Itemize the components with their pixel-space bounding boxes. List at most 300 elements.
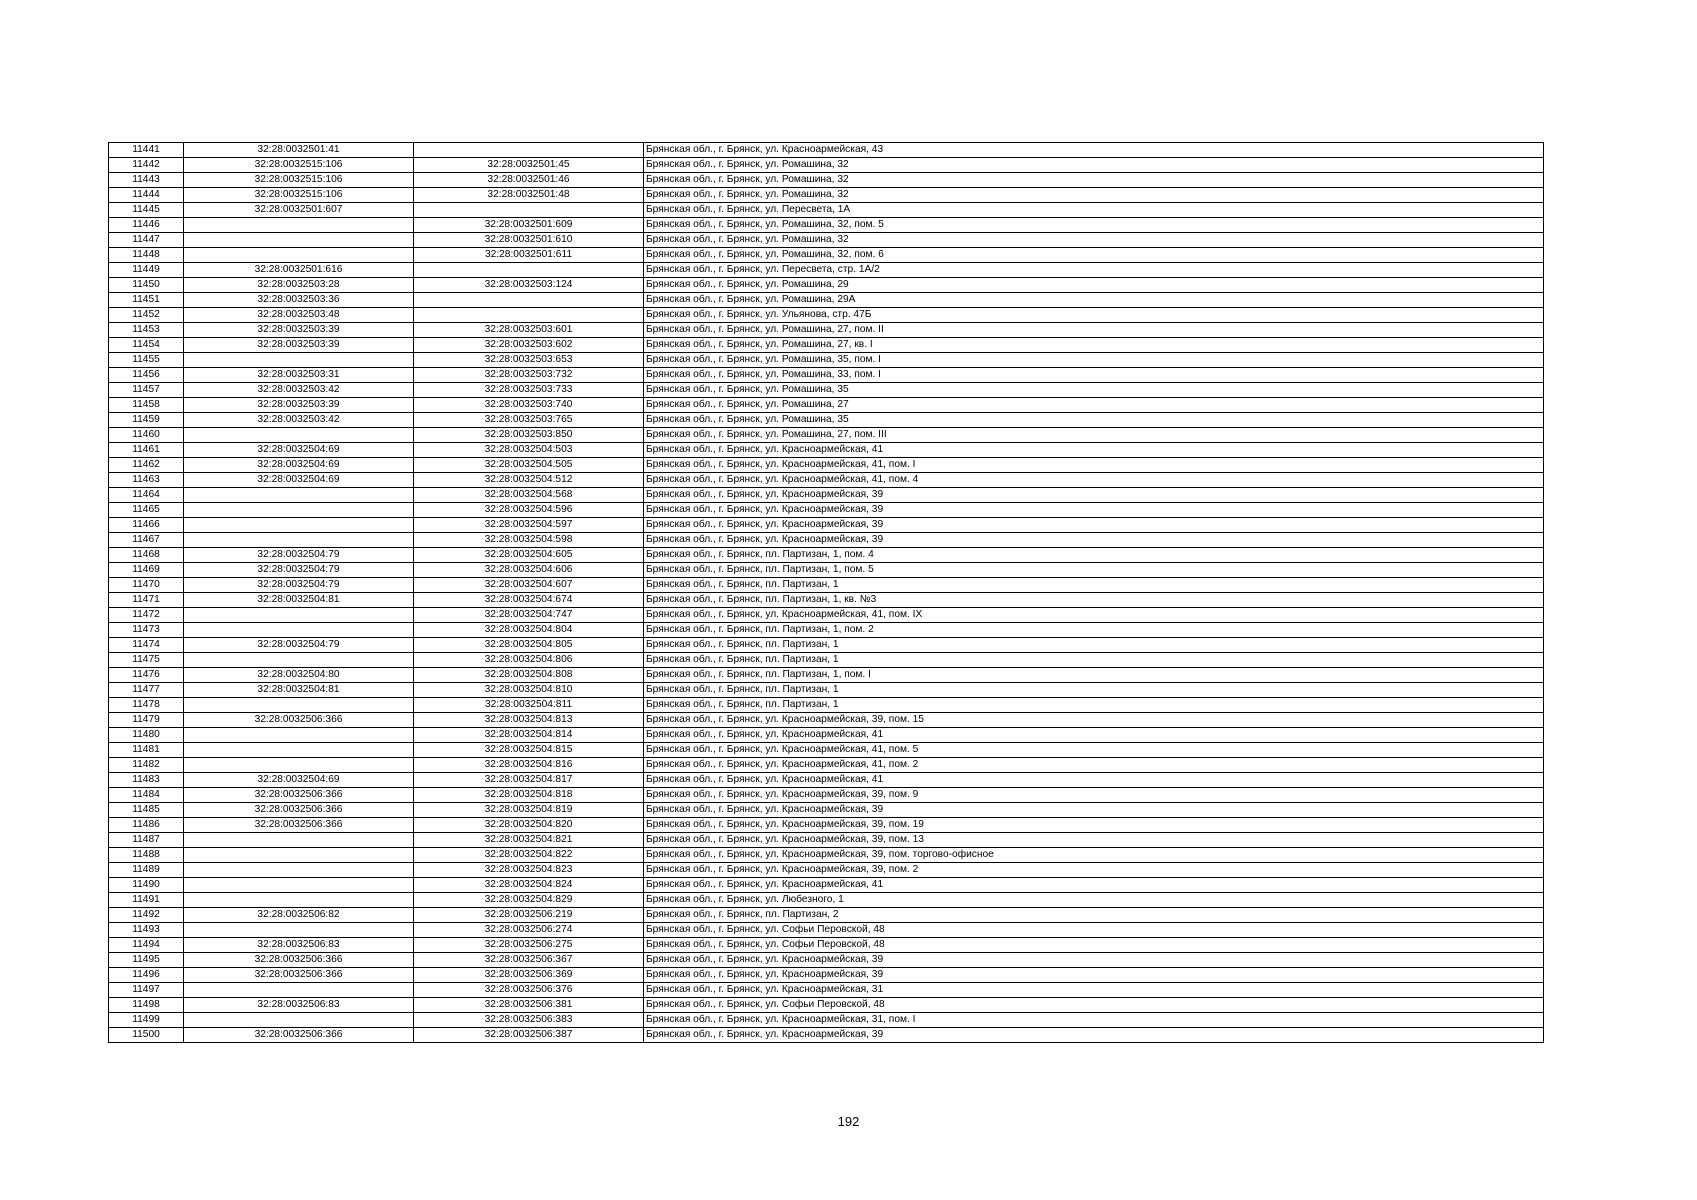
cadastral-number-a-cell bbox=[184, 743, 414, 758]
cadastral-number-b-cell: 32:28:0032504:822 bbox=[414, 848, 644, 863]
address-cell: Брянская обл., г. Брянск, ул. Красноармейская, 39 bbox=[644, 503, 1544, 518]
address-cell: Брянская обл., г. Брянск, пл. Партизан, 1 bbox=[644, 698, 1544, 713]
address-cell: Брянская обл., г. Брянск, ул. Ромашина, 27, пом. III bbox=[644, 428, 1544, 443]
cadastral-number-b-cell: 32:28:0032504:598 bbox=[414, 533, 644, 548]
table-row bbox=[109, 713, 1544, 728]
cadastral-number-a-cell: 32:28:0032503:48 bbox=[184, 308, 414, 323]
row-number-cell: 11470 bbox=[109, 578, 184, 593]
cadastral-number-a-cell bbox=[184, 983, 414, 998]
table-row bbox=[109, 668, 1544, 683]
address-cell: Брянская обл., г. Брянск, ул. Ромашина, 32 bbox=[644, 158, 1544, 173]
table-row bbox=[109, 848, 1544, 863]
row-number-cell: 11455 bbox=[109, 353, 184, 368]
address-cell: Брянская обл., г. Брянск, ул. Красноармейская, 39 bbox=[644, 803, 1544, 818]
row-number-cell: 11475 bbox=[109, 653, 184, 668]
cadastral-number-b-cell: 32:28:0032504:596 bbox=[414, 503, 644, 518]
row-number-cell: 11456 bbox=[109, 368, 184, 383]
cadastral-number-b-cell: 32:28:0032504:817 bbox=[414, 773, 644, 788]
table-row bbox=[109, 473, 1544, 488]
address-cell: Брянская обл., г. Брянск, ул. Красноармейская, 39 bbox=[644, 953, 1544, 968]
cadastral-number-a-cell bbox=[184, 923, 414, 938]
address-cell: Брянская обл., г. Брянск, ул. Ромашина, 33, пом. I bbox=[644, 368, 1544, 383]
table-row bbox=[109, 953, 1544, 968]
cadastral-number-b-cell: 32:28:0032504:505 bbox=[414, 458, 644, 473]
row-number-cell: 11495 bbox=[109, 953, 184, 968]
row-number-cell: 11467 bbox=[109, 533, 184, 548]
row-number-cell: 11466 bbox=[109, 518, 184, 533]
address-cell: Брянская обл., г. Брянск, пл. Партизан, 1, пом. 4 bbox=[644, 548, 1544, 563]
table-row bbox=[109, 578, 1544, 593]
cadastral-number-b-cell: 32:28:0032504:824 bbox=[414, 878, 644, 893]
address-cell: Брянская обл., г. Брянск, ул. Красноармейская, 31, пом. I bbox=[644, 1013, 1544, 1028]
row-number-cell: 11492 bbox=[109, 908, 184, 923]
table-row bbox=[109, 728, 1544, 743]
cadastral-number-a-cell: 32:28:0032515:106 bbox=[184, 188, 414, 203]
cadastral-number-a-cell: 32:28:0032503:42 bbox=[184, 383, 414, 398]
cadastral-number-a-cell bbox=[184, 533, 414, 548]
table-row bbox=[109, 248, 1544, 263]
cadastral-number-a-cell bbox=[184, 248, 414, 263]
cadastral-number-b-cell: 32:28:0032506:219 bbox=[414, 908, 644, 923]
table-row bbox=[109, 188, 1544, 203]
cadastral-number-b-cell: 32:28:0032504:607 bbox=[414, 578, 644, 593]
cadastral-number-a-cell bbox=[184, 218, 414, 233]
cadastral-number-a-cell: 32:28:0032504:79 bbox=[184, 638, 414, 653]
cadastral-number-b-cell: 32:28:0032501:45 bbox=[414, 158, 644, 173]
table-row bbox=[109, 803, 1544, 818]
cadastral-number-b-cell: 32:28:0032503:733 bbox=[414, 383, 644, 398]
cadastral-number-a-cell: 32:28:0032503:36 bbox=[184, 293, 414, 308]
address-cell: Брянская обл., г. Брянск, ул. Ромашина, 29А bbox=[644, 293, 1544, 308]
cadastral-number-b-cell: 32:28:0032504:808 bbox=[414, 668, 644, 683]
row-number-cell: 11480 bbox=[109, 728, 184, 743]
address-cell: Брянская обл., г. Брянск, ул. Ромашина, 32 bbox=[644, 173, 1544, 188]
cadastral-number-b-cell: 32:28:0032504:821 bbox=[414, 833, 644, 848]
cadastral-number-a-cell: 32:28:0032504:69 bbox=[184, 773, 414, 788]
table-row bbox=[109, 488, 1544, 503]
address-cell: Брянская обл., г. Брянск, пл. Партизан, 1, кв. №3 bbox=[644, 593, 1544, 608]
table-row bbox=[109, 818, 1544, 833]
row-number-cell: 11465 bbox=[109, 503, 184, 518]
address-cell: Брянская обл., г. Брянск, ул. Софьи Перовской, 48 bbox=[644, 998, 1544, 1013]
row-number-cell: 11446 bbox=[109, 218, 184, 233]
address-cell: Брянская обл., г. Брянск, ул. Красноармейская, 31 bbox=[644, 983, 1544, 998]
cadastral-number-a-cell: 32:28:0032515:106 bbox=[184, 173, 414, 188]
table-row bbox=[109, 533, 1544, 548]
table-row bbox=[109, 158, 1544, 173]
row-number-cell: 11442 bbox=[109, 158, 184, 173]
cadastral-number-a-cell: 32:28:0032503:39 bbox=[184, 398, 414, 413]
table-row bbox=[109, 1028, 1544, 1043]
cadastral-number-a-cell: 32:28:0032504:79 bbox=[184, 578, 414, 593]
address-cell: Брянская обл., г. Брянск, ул. Красноармейская, 39 bbox=[644, 518, 1544, 533]
address-cell: Брянская обл., г. Брянск, ул. Красноармейская, 41, пом. IX bbox=[644, 608, 1544, 623]
cadastral-number-b-cell: 32:28:0032506:383 bbox=[414, 1013, 644, 1028]
address-cell: Брянская обл., г. Брянск, пл. Партизан, 1, пом. 2 bbox=[644, 623, 1544, 638]
address-cell: Брянская обл., г. Брянск, пл. Партизан, 1, пом. I bbox=[644, 668, 1544, 683]
table-row bbox=[109, 863, 1544, 878]
cadastral-number-a-cell: 32:28:0032506:83 bbox=[184, 998, 414, 1013]
table-row bbox=[109, 653, 1544, 668]
address-cell: Брянская обл., г. Брянск, ул. Красноармейская, 41, пом. 4 bbox=[644, 473, 1544, 488]
cadastral-number-a-cell: 32:28:0032506:366 bbox=[184, 788, 414, 803]
table-row bbox=[109, 518, 1544, 533]
address-cell: Брянская обл., г. Брянск, ул. Красноармейская, 39, пом. торгово-офисное bbox=[644, 848, 1544, 863]
row-number-cell: 11474 bbox=[109, 638, 184, 653]
table-row bbox=[109, 878, 1544, 893]
cadastral-number-a-cell: 32:28:0032501:41 bbox=[184, 143, 414, 158]
table-row bbox=[109, 698, 1544, 713]
row-number-cell: 11457 bbox=[109, 383, 184, 398]
address-cell: Брянская обл., г. Брянск, ул. Софьи Перовской, 48 bbox=[644, 923, 1544, 938]
cadastral-number-b-cell: 32:28:0032503:124 bbox=[414, 278, 644, 293]
address-cell: Брянская обл., г. Брянск, пл. Партизан, 1 bbox=[644, 638, 1544, 653]
table-row bbox=[109, 623, 1544, 638]
table-row bbox=[109, 383, 1544, 398]
cadastral-number-a-cell: 32:28:0032503:39 bbox=[184, 323, 414, 338]
cadastral-number-a-cell bbox=[184, 893, 414, 908]
cadastral-number-b-cell: 32:28:0032501:611 bbox=[414, 248, 644, 263]
table-row bbox=[109, 938, 1544, 953]
cadastral-number-a-cell: 32:28:0032515:106 bbox=[184, 158, 414, 173]
cadastral-number-b-cell: 32:28:0032504:597 bbox=[414, 518, 644, 533]
cadastral-number-b-cell: 32:28:0032506:381 bbox=[414, 998, 644, 1013]
address-cell: Брянская обл., г. Брянск, ул. Красноармейская, 41 bbox=[644, 773, 1544, 788]
cadastral-number-b-cell: 32:28:0032504:674 bbox=[414, 593, 644, 608]
address-cell: Брянская обл., г. Брянск, ул. Красноармейская, 39 bbox=[644, 488, 1544, 503]
address-cell: Брянская обл., г. Брянск, ул. Ромашина, 35 bbox=[644, 383, 1544, 398]
address-cell: Брянская обл., г. Брянск, ул. Красноармейская, 41 bbox=[644, 728, 1544, 743]
row-number-cell: 11445 bbox=[109, 203, 184, 218]
cadastral-number-b-cell: 32:28:0032506:275 bbox=[414, 938, 644, 953]
cadastral-number-a-cell: 32:28:0032503:31 bbox=[184, 368, 414, 383]
address-cell: Брянская обл., г. Брянск, ул. Красноармейская, 41 bbox=[644, 878, 1544, 893]
cadastral-number-a-cell: 32:28:0032504:69 bbox=[184, 458, 414, 473]
cadastral-number-a-cell bbox=[184, 353, 414, 368]
address-cell: Брянская обл., г. Брянск, ул. Пересвета, стр. 1А/2 bbox=[644, 263, 1544, 278]
address-cell: Брянская обл., г. Брянск, ул. Красноармейская, 39, пом. 19 bbox=[644, 818, 1544, 833]
cadastral-number-a-cell bbox=[184, 518, 414, 533]
row-number-cell: 11459 bbox=[109, 413, 184, 428]
table-row bbox=[109, 263, 1544, 278]
cadastral-number-a-cell bbox=[184, 833, 414, 848]
cadastral-number-a-cell: 32:28:0032504:69 bbox=[184, 473, 414, 488]
row-number-cell: 11479 bbox=[109, 713, 184, 728]
table-row bbox=[109, 548, 1544, 563]
address-cell: Брянская обл., г. Брянск, ул. Красноармейская, 39, пом. 15 bbox=[644, 713, 1544, 728]
table-row bbox=[109, 428, 1544, 443]
address-cell: Брянская обл., г. Брянск, ул. Ромашина, 32 bbox=[644, 188, 1544, 203]
cadastral-number-a-cell bbox=[184, 608, 414, 623]
cadastral-number-a-cell: 32:28:0032504:81 bbox=[184, 593, 414, 608]
row-number-cell: 11498 bbox=[109, 998, 184, 1013]
address-cell: Брянская обл., г. Брянск, пл. Партизан, 1 bbox=[644, 653, 1544, 668]
cadastral-number-b-cell: 32:28:0032504:818 bbox=[414, 788, 644, 803]
cadastral-number-b-cell: 32:28:0032503:601 bbox=[414, 323, 644, 338]
address-cell: Брянская обл., г. Брянск, ул. Красноармейская, 43 bbox=[644, 143, 1544, 158]
cadastral-number-a-cell: 32:28:0032506:366 bbox=[184, 1028, 414, 1043]
row-number-cell: 11463 bbox=[109, 473, 184, 488]
address-cell: Брянская обл., г. Брянск, ул. Ромашина, 35, пом. I bbox=[644, 353, 1544, 368]
row-number-cell: 11489 bbox=[109, 863, 184, 878]
table-row bbox=[109, 443, 1544, 458]
cadastral-number-b-cell bbox=[414, 293, 644, 308]
row-number-cell: 11454 bbox=[109, 338, 184, 353]
cadastral-number-a-cell: 32:28:0032503:39 bbox=[184, 338, 414, 353]
cadastral-number-a-cell bbox=[184, 758, 414, 773]
cadastral-number-b-cell: 32:28:0032504:568 bbox=[414, 488, 644, 503]
cadastral-number-b-cell: 32:28:0032504:805 bbox=[414, 638, 644, 653]
row-number-cell: 11485 bbox=[109, 803, 184, 818]
cadastral-number-b-cell: 32:28:0032501:48 bbox=[414, 188, 644, 203]
table-row bbox=[109, 788, 1544, 803]
cadastral-number-a-cell bbox=[184, 623, 414, 638]
table-row bbox=[109, 353, 1544, 368]
cadastral-number-b-cell: 32:28:0032503:850 bbox=[414, 428, 644, 443]
table-row bbox=[109, 923, 1544, 938]
row-number-cell: 11447 bbox=[109, 233, 184, 248]
table-row bbox=[109, 743, 1544, 758]
cadastral-number-b-cell: 32:28:0032506:369 bbox=[414, 968, 644, 983]
cadastral-number-a-cell: 32:28:0032504:80 bbox=[184, 668, 414, 683]
table-row bbox=[109, 323, 1544, 338]
cadastral-number-a-cell bbox=[184, 653, 414, 668]
cadastral-number-b-cell: 32:28:0032504:823 bbox=[414, 863, 644, 878]
row-number-cell: 11500 bbox=[109, 1028, 184, 1043]
address-cell: Брянская обл., г. Брянск, ул. Ульянова, стр. 47Б bbox=[644, 308, 1544, 323]
cadastral-number-b-cell: 32:28:0032504:819 bbox=[414, 803, 644, 818]
cadastral-number-b-cell: 32:28:0032506:387 bbox=[414, 1028, 644, 1043]
row-number-cell: 11469 bbox=[109, 563, 184, 578]
table-row bbox=[109, 893, 1544, 908]
cadastral-number-b-cell: 32:28:0032506:367 bbox=[414, 953, 644, 968]
cadastral-number-a-cell bbox=[184, 698, 414, 713]
cadastral-number-a-cell bbox=[184, 878, 414, 893]
cadastral-number-b-cell: 32:28:0032501:609 bbox=[414, 218, 644, 233]
cadastral-number-b-cell: 32:28:0032503:740 bbox=[414, 398, 644, 413]
table-row bbox=[109, 143, 1544, 158]
row-number-cell: 11477 bbox=[109, 683, 184, 698]
cadastral-number-b-cell: 32:28:0032506:376 bbox=[414, 983, 644, 998]
cadastral-number-b-cell: 32:28:0032503:765 bbox=[414, 413, 644, 428]
row-number-cell: 11481 bbox=[109, 743, 184, 758]
row-number-cell: 11484 bbox=[109, 788, 184, 803]
table-row bbox=[109, 398, 1544, 413]
address-cell: Брянская обл., г. Брянск, ул. Ромашина, 27, кв. I bbox=[644, 338, 1544, 353]
table-row bbox=[109, 758, 1544, 773]
row-number-cell: 11487 bbox=[109, 833, 184, 848]
table-row bbox=[109, 608, 1544, 623]
table-row bbox=[109, 338, 1544, 353]
address-cell: Брянская обл., г. Брянск, ул. Любезного, 1 bbox=[644, 893, 1544, 908]
registry-table bbox=[108, 142, 1544, 1043]
address-cell: Брянская обл., г. Брянск, пл. Партизан, 1 bbox=[644, 578, 1544, 593]
table-row bbox=[109, 683, 1544, 698]
table-row bbox=[109, 968, 1544, 983]
row-number-cell: 11448 bbox=[109, 248, 184, 263]
cadastral-number-a-cell: 32:28:0032504:79 bbox=[184, 563, 414, 578]
row-number-cell: 11462 bbox=[109, 458, 184, 473]
cadastral-number-b-cell: 32:28:0032503:653 bbox=[414, 353, 644, 368]
cadastral-number-a-cell bbox=[184, 503, 414, 518]
row-number-cell: 11473 bbox=[109, 623, 184, 638]
registry-table-body bbox=[109, 143, 1544, 1043]
row-number-cell: 11451 bbox=[109, 293, 184, 308]
table-row bbox=[109, 908, 1544, 923]
cadastral-number-a-cell: 32:28:0032501:607 bbox=[184, 203, 414, 218]
row-number-cell: 11483 bbox=[109, 773, 184, 788]
cadastral-number-a-cell: 32:28:0032501:616 bbox=[184, 263, 414, 278]
cadastral-number-b-cell: 32:28:0032504:503 bbox=[414, 443, 644, 458]
row-number-cell: 11444 bbox=[109, 188, 184, 203]
row-number-cell: 11450 bbox=[109, 278, 184, 293]
table-row bbox=[109, 983, 1544, 998]
cadastral-number-b-cell bbox=[414, 308, 644, 323]
cadastral-number-b-cell: 32:28:0032504:816 bbox=[414, 758, 644, 773]
cadastral-number-b-cell: 32:28:0032504:814 bbox=[414, 728, 644, 743]
row-number-cell: 11496 bbox=[109, 968, 184, 983]
cadastral-number-b-cell: 32:28:0032503:732 bbox=[414, 368, 644, 383]
row-number-cell: 11488 bbox=[109, 848, 184, 863]
address-cell: Брянская обл., г. Брянск, пл. Партизан, 1, пом. 5 bbox=[644, 563, 1544, 578]
cadastral-number-b-cell: 32:28:0032504:747 bbox=[414, 608, 644, 623]
cadastral-number-b-cell: 32:28:0032504:810 bbox=[414, 683, 644, 698]
table-row bbox=[109, 563, 1544, 578]
table-row bbox=[109, 173, 1544, 188]
address-cell: Брянская обл., г. Брянск, ул. Софьи Перовской, 48 bbox=[644, 938, 1544, 953]
cadastral-number-b-cell: 32:28:0032504:811 bbox=[414, 698, 644, 713]
row-number-cell: 11478 bbox=[109, 698, 184, 713]
address-cell: Брянская обл., г. Брянск, ул. Ромашина, 29 bbox=[644, 278, 1544, 293]
cadastral-number-b-cell: 32:28:0032501:46 bbox=[414, 173, 644, 188]
cadastral-number-b-cell bbox=[414, 203, 644, 218]
cadastral-number-b-cell: 32:28:0032504:605 bbox=[414, 548, 644, 563]
row-number-cell: 11482 bbox=[109, 758, 184, 773]
row-number-cell: 11493 bbox=[109, 923, 184, 938]
cadastral-number-b-cell: 32:28:0032504:806 bbox=[414, 653, 644, 668]
table-row bbox=[109, 308, 1544, 323]
cadastral-number-a-cell: 32:28:0032504:69 bbox=[184, 443, 414, 458]
cadastral-number-b-cell: 32:28:0032503:602 bbox=[414, 338, 644, 353]
address-cell: Брянская обл., г. Брянск, ул. Красноармейская, 39 bbox=[644, 968, 1544, 983]
address-cell: Брянская обл., г. Брянск, ул. Красноармейская, 39 bbox=[644, 1028, 1544, 1043]
table-row bbox=[109, 833, 1544, 848]
address-cell: Брянская обл., г. Брянск, ул. Красноармейская, 39, пом. 9 bbox=[644, 788, 1544, 803]
address-cell: Брянская обл., г. Брянск, ул. Красноармейская, 41, пом. I bbox=[644, 458, 1544, 473]
row-number-cell: 11441 bbox=[109, 143, 184, 158]
cadastral-number-b-cell: 32:28:0032504:815 bbox=[414, 743, 644, 758]
row-number-cell: 11449 bbox=[109, 263, 184, 278]
cadastral-number-b-cell: 32:28:0032501:610 bbox=[414, 233, 644, 248]
table-row bbox=[109, 278, 1544, 293]
cadastral-number-b-cell bbox=[414, 263, 644, 278]
cadastral-number-a-cell: 32:28:0032503:42 bbox=[184, 413, 414, 428]
table-row bbox=[109, 203, 1544, 218]
table-row bbox=[109, 293, 1544, 308]
row-number-cell: 11468 bbox=[109, 548, 184, 563]
cadastral-number-a-cell bbox=[184, 863, 414, 878]
cadastral-number-a-cell: 32:28:0032506:366 bbox=[184, 953, 414, 968]
cadastral-number-a-cell bbox=[184, 233, 414, 248]
address-cell: Брянская обл., г. Брянск, ул. Красноармейская, 41, пом. 2 bbox=[644, 758, 1544, 773]
address-cell: Брянская обл., г. Брянск, ул. Ромашина, 35 bbox=[644, 413, 1544, 428]
row-number-cell: 11476 bbox=[109, 668, 184, 683]
cadastral-number-a-cell bbox=[184, 488, 414, 503]
table-row bbox=[109, 638, 1544, 653]
cadastral-number-b-cell: 32:28:0032506:274 bbox=[414, 923, 644, 938]
row-number-cell: 11490 bbox=[109, 878, 184, 893]
row-number-cell: 11471 bbox=[109, 593, 184, 608]
table-row bbox=[109, 218, 1544, 233]
row-number-cell: 11472 bbox=[109, 608, 184, 623]
cadastral-number-a-cell: 32:28:0032506:366 bbox=[184, 968, 414, 983]
row-number-cell: 11499 bbox=[109, 1013, 184, 1028]
address-cell: Брянская обл., г. Брянск, ул. Ромашина, 27 bbox=[644, 398, 1544, 413]
row-number-cell: 11453 bbox=[109, 323, 184, 338]
table-row bbox=[109, 368, 1544, 383]
address-cell: Брянская обл., г. Брянск, ул. Красноармейская, 41 bbox=[644, 443, 1544, 458]
cadastral-number-a-cell: 32:28:0032506:82 bbox=[184, 908, 414, 923]
cadastral-number-b-cell: 32:28:0032504:829 bbox=[414, 893, 644, 908]
address-cell: Брянская обл., г. Брянск, ул. Ромашина, 32, пом. 5 bbox=[644, 218, 1544, 233]
row-number-cell: 11443 bbox=[109, 173, 184, 188]
cadastral-number-a-cell: 32:28:0032506:366 bbox=[184, 818, 414, 833]
address-cell: Брянская обл., г. Брянск, ул. Красноармейская, 39, пом. 2 bbox=[644, 863, 1544, 878]
address-cell: Брянская обл., г. Брянск, ул. Красноармейская, 39, пом. 13 bbox=[644, 833, 1544, 848]
cadastral-number-b-cell: 32:28:0032504:820 bbox=[414, 818, 644, 833]
table-row bbox=[109, 593, 1544, 608]
cadastral-number-a-cell bbox=[184, 1013, 414, 1028]
address-cell: Брянская обл., г. Брянск, ул. Красноармейская, 39 bbox=[644, 533, 1544, 548]
cadastral-number-a-cell bbox=[184, 848, 414, 863]
cadastral-number-a-cell: 32:28:0032504:79 bbox=[184, 548, 414, 563]
address-cell: Брянская обл., г. Брянск, ул. Ромашина, 32 bbox=[644, 233, 1544, 248]
table-row bbox=[109, 458, 1544, 473]
cadastral-number-a-cell bbox=[184, 428, 414, 443]
table-row bbox=[109, 1013, 1544, 1028]
cadastral-number-a-cell: 32:28:0032506:366 bbox=[184, 803, 414, 818]
page-number: 192 bbox=[837, 1114, 860, 1129]
table-row bbox=[109, 998, 1544, 1013]
table-row bbox=[109, 773, 1544, 788]
address-cell: Брянская обл., г. Брянск, пл. Партизан, 2 bbox=[644, 908, 1544, 923]
row-number-cell: 11464 bbox=[109, 488, 184, 503]
cadastral-number-a-cell: 32:28:0032504:81 bbox=[184, 683, 414, 698]
row-number-cell: 11497 bbox=[109, 983, 184, 998]
row-number-cell: 11452 bbox=[109, 308, 184, 323]
row-number-cell: 11458 bbox=[109, 398, 184, 413]
cadastral-number-a-cell: 32:28:0032506:83 bbox=[184, 938, 414, 953]
row-number-cell: 11486 bbox=[109, 818, 184, 833]
cadastral-number-a-cell: 32:28:0032506:366 bbox=[184, 713, 414, 728]
row-number-cell: 11491 bbox=[109, 893, 184, 908]
address-cell: Брянская обл., г. Брянск, ул. Красноармейская, 41, пом. 5 bbox=[644, 743, 1544, 758]
row-number-cell: 11460 bbox=[109, 428, 184, 443]
cadastral-number-b-cell bbox=[414, 143, 644, 158]
cadastral-number-b-cell: 32:28:0032504:804 bbox=[414, 623, 644, 638]
table-row bbox=[109, 233, 1544, 248]
address-cell: Брянская обл., г. Брянск, пл. Партизан, 1 bbox=[644, 683, 1544, 698]
cadastral-number-b-cell: 32:28:0032504:606 bbox=[414, 563, 644, 578]
address-cell: Брянская обл., г. Брянск, ул. Ромашина, 32, пом. 6 bbox=[644, 248, 1544, 263]
table-row bbox=[109, 413, 1544, 428]
address-cell: Брянская обл., г. Брянск, ул. Пересвета, 1А bbox=[644, 203, 1544, 218]
cadastral-number-a-cell: 32:28:0032503:28 bbox=[184, 278, 414, 293]
row-number-cell: 11494 bbox=[109, 938, 184, 953]
row-number-cell: 11461 bbox=[109, 443, 184, 458]
cadastral-number-a-cell bbox=[184, 728, 414, 743]
address-cell: Брянская обл., г. Брянск, ул. Ромашина, 27, пом. II bbox=[644, 323, 1544, 338]
